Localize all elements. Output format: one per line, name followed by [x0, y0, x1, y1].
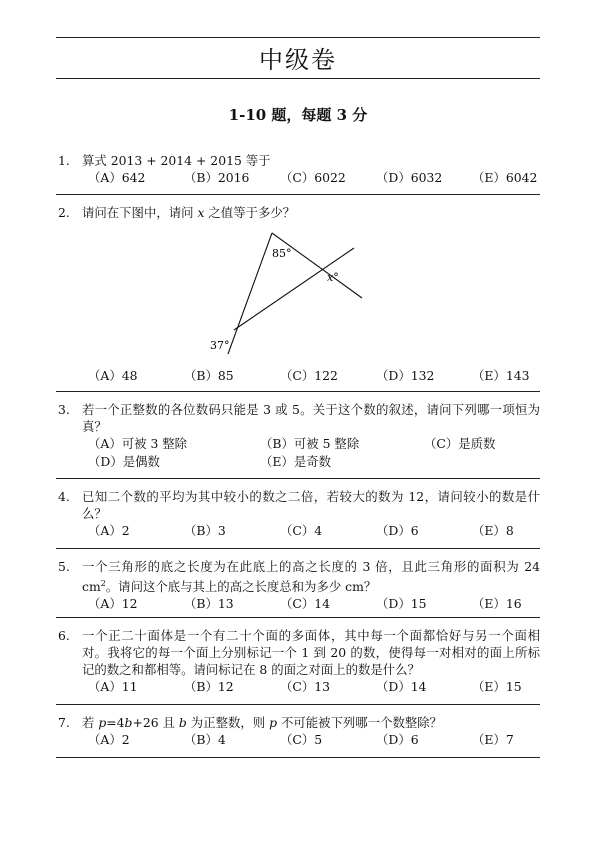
option-e[interactable]: （E）6042 [472, 170, 538, 185]
option-a[interactable]: （A）48 [88, 368, 138, 383]
question-text: 请问在下图中，请问 x 之值等于多少？ [82, 205, 296, 220]
option-b[interactable]: （B）3 [184, 523, 226, 538]
question-number: 5. [58, 559, 70, 574]
options [88, 595, 540, 613]
divider [56, 548, 540, 549]
question-6 [58, 627, 540, 696]
question-2-options [58, 367, 540, 385]
question-4 [58, 488, 540, 540]
option-a[interactable]: （A）12 [88, 596, 138, 612]
title-rule [56, 78, 540, 79]
question-5 [58, 558, 540, 613]
option-c[interactable]: （C）13 [280, 679, 331, 694]
option-b[interactable]: （B）2016 [184, 170, 250, 185]
question-text: 一个三角形的底之长度为在此底上的高之长度的 3 倍，且此三角形的面积为 24 $cm^2$。请问这个底与其上的高之长度总和为多少 cm？ [82, 559, 540, 595]
question-number: 1. [58, 153, 70, 168]
options [88, 678, 540, 696]
question-number: 6. [58, 628, 70, 643]
options-row-2 [88, 453, 540, 471]
question-text: 已知二个数的平均为其中较小的数之二倍，若较大的数为 12，请问较小的数是什么？ [82, 489, 540, 521]
divider [56, 757, 540, 758]
question-text: 若 p=4b+26 且 b 为正整数，则 p 不可能被下列哪一个数整除？ [82, 715, 443, 730]
question-3 [58, 401, 540, 471]
question-text: 一个正二十面体是一个有二十个面的多面体，其中每一个面都恰好与另一个面相对。我将它的每一个面上分别标记一个 1 到 20 的数，使得每一对相对的面上所标记的数之和都相等。请问标记在 8 的面之对面上的数是什么？ [82, 628, 540, 677]
option-a[interactable]: （A）可被 3 整除 [88, 436, 188, 451]
option-b[interactable]: （B）85 [184, 368, 234, 383]
angle-figure [190, 226, 370, 361]
option-c[interactable]: （C）122 [280, 368, 338, 383]
options [88, 367, 540, 385]
divider [56, 391, 540, 392]
option-d[interactable]: （D）14 [376, 679, 427, 694]
option-b[interactable]: （B）可被 5 整除 [260, 436, 360, 451]
options [88, 731, 540, 749]
option-c[interactable]: （C）6022 [280, 170, 346, 185]
option-d[interactable]: （D）132 [376, 368, 435, 383]
option-c[interactable]: （C）是质数 [424, 436, 496, 451]
divider [56, 478, 540, 479]
option-c[interactable]: （C）14 [280, 596, 331, 612]
option-e[interactable]: （E）143 [472, 368, 530, 383]
question-7 [58, 714, 540, 749]
option-d[interactable]: （D）6 [376, 523, 419, 538]
question-number: 7. [58, 715, 70, 730]
question-number: 3. [58, 402, 70, 417]
line-right [272, 233, 362, 298]
option-e[interactable]: （E）7 [472, 732, 514, 747]
option-b[interactable]: （B）13 [184, 596, 234, 612]
question-number: 4. [58, 489, 70, 504]
options [88, 522, 540, 540]
options [88, 435, 540, 453]
option-b[interactable]: （B）4 [184, 732, 226, 747]
question-text: 算式 2013 + 2014 + 2015 等于 [82, 153, 271, 168]
option-e[interactable]: （E）8 [472, 523, 514, 538]
option-a[interactable]: （A）2 [88, 523, 130, 538]
label-37: 37° [210, 339, 230, 352]
section-heading: 1-10 题，每题 3 分 [228, 106, 368, 124]
option-e[interactable]: （E）16 [472, 596, 522, 612]
option-a[interactable]: （A）642 [88, 170, 146, 185]
option-d[interactable]: （D）是偶数 [88, 454, 160, 469]
option-d[interactable]: （D）6032 [376, 170, 443, 185]
divider [56, 194, 540, 195]
question-number: 2. [58, 205, 70, 220]
option-e[interactable]: （E）15 [472, 679, 522, 694]
options [88, 169, 540, 187]
divider [56, 617, 540, 618]
option-d[interactable]: （D）15 [376, 596, 427, 612]
label-x: x° [327, 271, 339, 284]
option-b[interactable]: （B）12 [184, 679, 234, 694]
option-a[interactable]: （A）11 [88, 679, 138, 694]
label-85: 85° [272, 247, 292, 260]
question-text: 若一个正整数的各位数码只能是 3 或 5。关于这个数的叙述，请问下列哪一项恒为真？ [82, 402, 540, 434]
question-2 [58, 204, 540, 221]
line-left [228, 233, 272, 354]
option-e[interactable]: （E）是奇数 [260, 454, 331, 469]
option-d[interactable]: （D）6 [376, 732, 419, 747]
top-rule [56, 37, 540, 38]
divider [56, 704, 540, 705]
page-title: 中级卷 [259, 46, 337, 74]
option-a[interactable]: （A）2 [88, 732, 130, 747]
option-c[interactable]: （C）4 [280, 523, 323, 538]
option-c[interactable]: （C）5 [280, 732, 323, 747]
question-1 [58, 152, 540, 187]
